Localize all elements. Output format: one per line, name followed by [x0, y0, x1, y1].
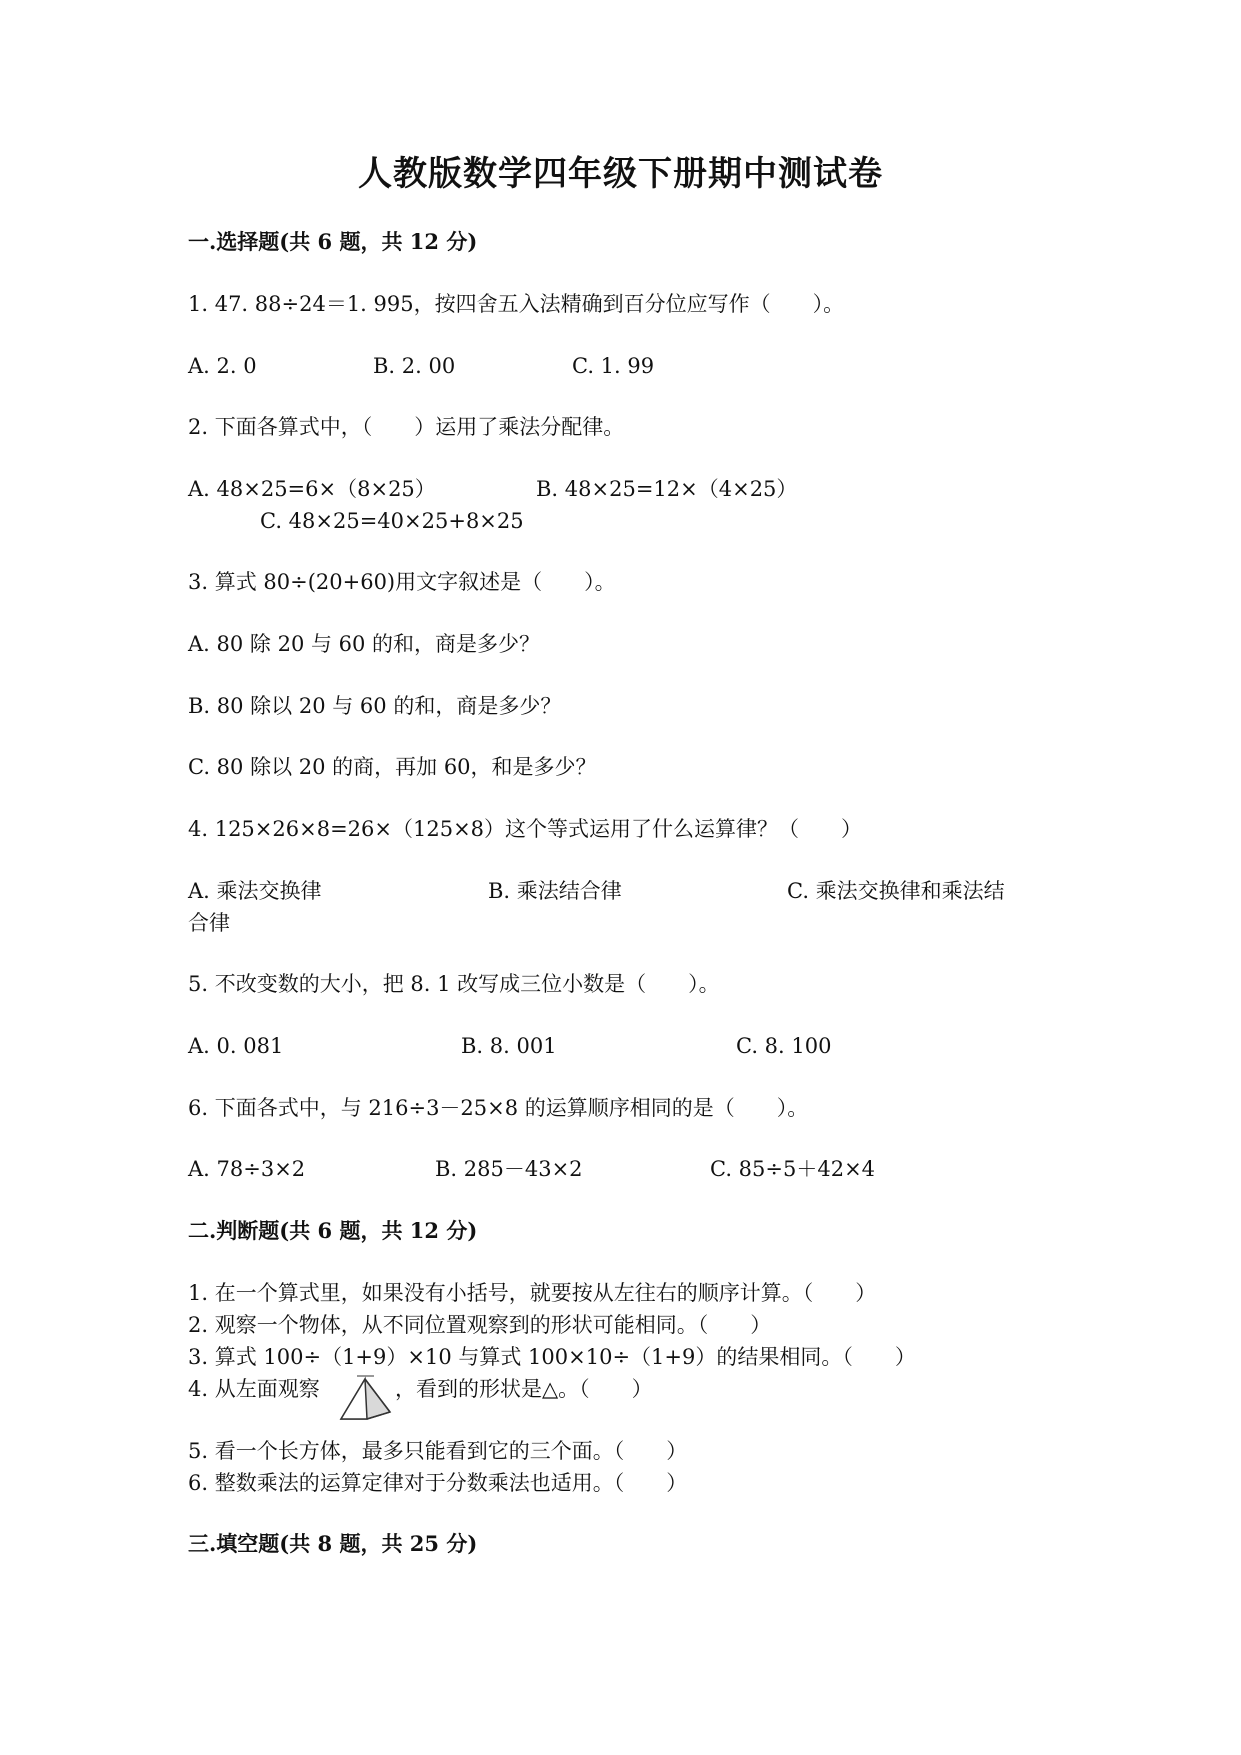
- question-6-stem: 6. 下面各式中，与 216÷3－25×8 的运算顺序相同的是（ ）。: [188, 1096, 809, 1120]
- judgment-item-2: 2. 观察一个物体，从不同位置观察到的形状可能相同。（ ）: [188, 1313, 772, 1337]
- question-1-option-a: A. 2. 0: [188, 354, 257, 378]
- judgment-item-4-end: ，看到的形状是△。（ ）: [395, 1377, 653, 1401]
- question-5-option-a: A. 0. 081: [188, 1034, 284, 1058]
- question-2-option-b: B. 48×25=12×（4×25）: [536, 477, 798, 501]
- section-heading-fill-blank: 三.填空题(共 8 题，共 25 分): [188, 1531, 478, 1556]
- section-heading-true-false: 二.判断题(共 6 题，共 12 分): [188, 1218, 478, 1243]
- question-2-option-c: C. 48×25=40×25+8×25: [260, 509, 524, 533]
- question-4-option-b: B. 乘法结合律: [488, 879, 622, 903]
- question-3-stem: 3. 算式 80÷(20+60)用文字叙述是（ ）。: [188, 570, 616, 594]
- question-5-stem: 5. 不改变数的大小，把 8. 1 改写成三位小数是（ ）。: [188, 972, 720, 996]
- question-5-option-b: B. 8. 001: [461, 1034, 557, 1058]
- question-2-stem: 2. 下面各算式中，（ ）运用了乘法分配律。: [188, 415, 625, 439]
- page-title: 人教版数学四年级下册期中测试卷: [358, 154, 883, 194]
- question-4-stem: 4. 125×26×8=26×（125×8）这个等式运用了什么运算律？（ ）: [188, 817, 863, 841]
- question-2-option-a: A. 48×25=6×（8×25）: [188, 477, 436, 501]
- question-6-option-b: B. 285－43×2: [435, 1157, 583, 1181]
- judgment-item-6: 6. 整数乘法的运算定律对于分数乘法也适用。（ ）: [188, 1471, 688, 1495]
- question-1-stem: 1. 47. 88÷24＝1. 995，按四舍五入法精确到百分位应写作（ ）。: [188, 292, 845, 316]
- question-3-option-a: A. 80 除 20 与 60 的和，商是多少？: [188, 632, 541, 656]
- question-4-option-a: A. 乘法交换律: [188, 879, 322, 903]
- judgment-item-1: 1. 在一个算式里，如果没有小括号，就要按从左往右的顺序计算。（ ）: [188, 1281, 877, 1305]
- question-3-option-b: B. 80 除以 20 与 60 的和，商是多少？: [188, 694, 562, 718]
- question-5-option-c: C. 8. 100: [736, 1034, 832, 1058]
- question-1-option-c: C. 1. 99: [572, 354, 655, 378]
- question-3-option-c: C. 80 除以 20 的商，再加 60，和是多少？: [188, 755, 597, 779]
- triangular-prism-figure: [338, 1375, 396, 1423]
- section-heading-choice: 一.选择题(共 6 题，共 12 分): [188, 229, 478, 254]
- question-4-option-c: C. 乘法交换律和乘法结: [787, 879, 1005, 903]
- judgment-item-3: 3. 算式 100÷（1+9）×10 与算式 100×10÷（1+9）的结果相同。（ ）: [188, 1345, 916, 1369]
- judgment-item-5: 5. 看一个长方体，最多只能看到它的三个面。（ ）: [188, 1439, 688, 1463]
- question-1-option-b: B. 2. 00: [373, 354, 456, 378]
- judgment-item-4-start: 4. 从左面观察: [188, 1377, 320, 1401]
- question-6-option-c: C. 85÷5＋42×4: [710, 1157, 876, 1181]
- question-4-option-c-wrap: 合律: [188, 911, 230, 935]
- question-6-option-a: A. 78÷3×2: [188, 1157, 306, 1181]
